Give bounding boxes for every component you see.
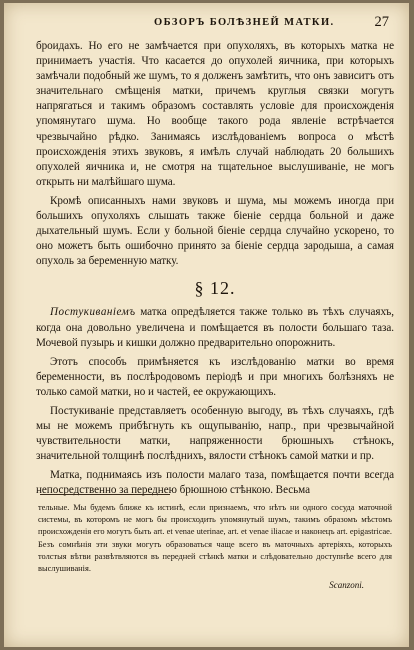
footnote-rule [40, 494, 170, 495]
paragraph: Постукиваніе представляетъ особенную выгоду, въ тѣхъ случаяхъ, гдѣ мы не можемъ прибѣгнуть къ ощупыванію, напр., при чрезвычайной чувствительности матки, напряженности брюшныхъ стѣнокъ, значительной толщинѣ послѣднихъ, вялости стѣнокъ самой матки и пр. [36, 404, 394, 463]
paragraph [36, 305, 394, 350]
page-number: 27 [374, 14, 389, 30]
paragraph: Кромѣ описанныхъ нами звуковъ и шума, мы можемъ иногда при большихъ опухоляхъ слышать также біеніе сердца больной и даже дыхательный шумъ. Если у больной біеніе сердца случайно ускорено, то оно можетъ быть ошибочно принято за біеніе сердца зародыша, а самая опухоль за беременную матку. [36, 194, 394, 268]
paragraph-text: матка опредѣляется также только въ тѣхъ случаяхъ, когда она довольно увеличена и помѣщается въ полости большаго таза. Мочевой пузырь и кишки должно предварительно опорожнить. [36, 306, 394, 349]
paragraph: Этотъ способъ примѣняется къ изслѣдованію матки во время беременности, въ послѣродовомъ періодѣ и при многихъ болѣзняхъ не только самой матки, но и частей, ее окружающихъ. [36, 355, 394, 398]
lead-term: Постукиваніемъ [50, 306, 136, 319]
footnote-text: тельные. Мы будемъ ближе къ истинѣ, если признаемъ, что нѣтъ ни одного сосуда маточной системы, въ которомъ не могъ бы происходить упомянутый шумъ, такимъ образомъ мѣстомъ происхожденія его могутъ быть art. et venae uterinae, art. et venae iliacae и наконецъ art. epigastricae. Безъ сомнѣнія эти звуки могутъ образоваться чаще всего въ маточныхъ артеріяхъ, которыхъ толстыя вѣтви развѣтвляются въ передней стѣнкѣ матки и слѣдовательно доступнѣе всего для выслушиванія. [38, 503, 392, 574]
body-text [36, 39, 394, 503]
paragraph: Матка, поднимаясь изъ полости малаго таза, помѣщается почти всегда непосредственно за переднею брюшною стѣнкою. Весьма [36, 469, 394, 497]
paragraph: броидахъ. Но его не замѣчается при опухоляхъ, въ которыхъ матка не принимаетъ участія. Что касается до опухолей яичника, при которыхъ замѣчали подобный же шумъ, то я долженъ замѣтить, что онъ зависитъ отъ значительнаго смѣщенія матки, причемъ круглыя связки могутъ напрягаться и такимъ образомъ составлять условіе для происхожденія упомянутаго шума. Но вообще такого рода явленіе встрѣчается чрезвычайно рѣдко. Занимаясь изслѣдованіемъ вопроса о мѣстѣ происхожденія этихъ звуковъ, я имѣлъ случай наблюдать 20 большихъ опухолей яичника и, не смотря на тщательное выслушиваніе, не могъ открыть ни малѣйшаго шума. [36, 40, 394, 188]
running-head [4, 14, 409, 31]
footnote-signature: Scanzoni. [329, 580, 364, 591]
running-title: ОБЗОРЪ БОЛѢЗНЕЙ МАТКИ. [154, 17, 335, 28]
footnote [38, 502, 392, 591]
book-page [4, 3, 409, 647]
section-heading: § 12. [194, 278, 236, 299]
